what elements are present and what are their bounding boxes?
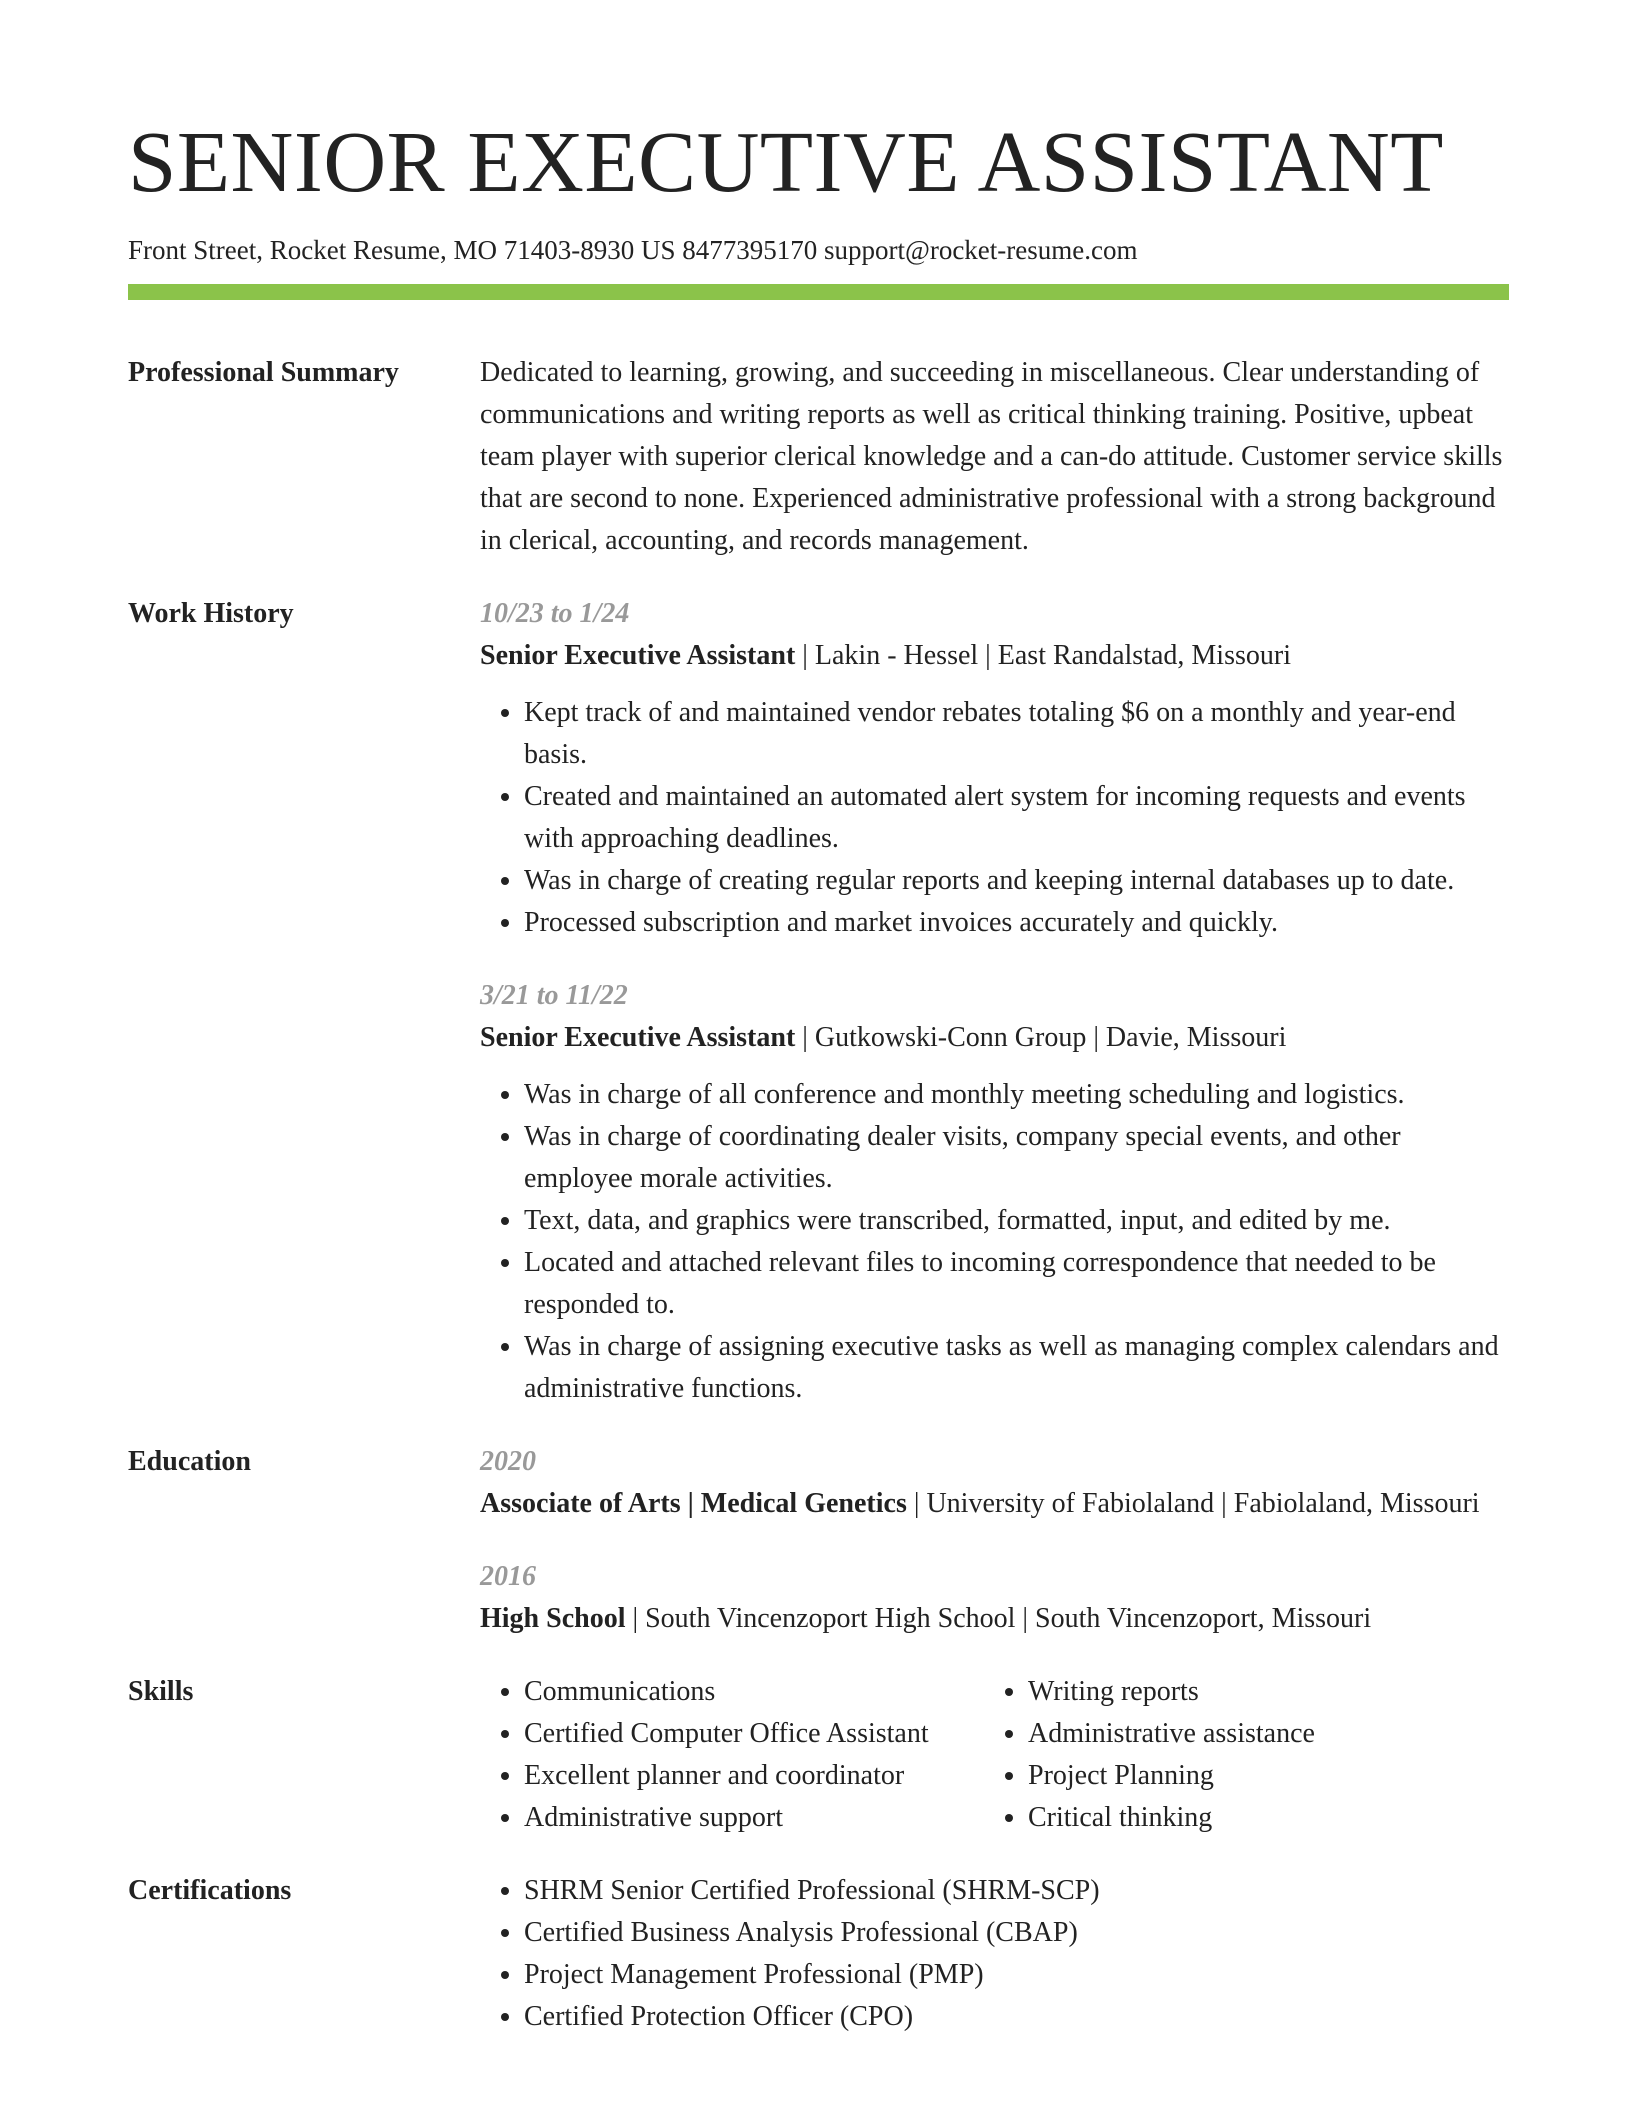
education-entry: [480, 1441, 1509, 1525]
education-body: [480, 1441, 1509, 1640]
job-bullet: • Was in charge of creating regular reports and keeping internal databases up to date.: [524, 860, 1509, 902]
job-heading: [480, 635, 1509, 677]
job-bullets: [480, 692, 1509, 944]
summary-section: [128, 352, 1509, 562]
job-bullet: • Located and attached relevant files to incoming correspondence that needed to be responded to.: [524, 1242, 1509, 1326]
certification-item: • Project Management Professional (PMP): [524, 1954, 1509, 1996]
summary-label: Professional Summary: [128, 357, 399, 389]
job-bullet: • Was in charge of assigning executive tasks as well as managing complex calendars and administrative functions.: [524, 1326, 1509, 1410]
certifications-section: [128, 1870, 1509, 2038]
accent-divider: [128, 284, 1509, 300]
education-year: 2020: [480, 1446, 536, 1478]
certifications-label: Certifications: [128, 1875, 292, 1907]
job-bullet: • Was in charge of coordinating dealer visits, company special events, and other employee morale activities.: [524, 1116, 1509, 1200]
skill-item: • Project Planning: [1028, 1755, 1428, 1797]
skill-item: • Certified Computer Office Assistant: [524, 1713, 984, 1755]
skill-item: • Communications: [524, 1671, 984, 1713]
certification-item: • SHRM Senior Certified Professional (SHRM-SCP): [524, 1870, 1509, 1912]
certification-item: • Certified Business Analysis Professional (CBAP): [524, 1912, 1509, 1954]
skill-item: • Administrative support: [524, 1797, 984, 1839]
skill-item: • Critical thinking: [1028, 1797, 1428, 1839]
skills-body: [480, 1671, 1509, 1839]
job-title: Senior Executive Assistant: [480, 640, 796, 672]
job-bullet: • Was in charge of all conference and monthly meeting scheduling and logistics.: [524, 1074, 1509, 1116]
job-title: Senior Executive Assistant: [480, 1022, 796, 1054]
skills-section: [128, 1671, 1509, 1839]
education-heading: [480, 1598, 1509, 1640]
certification-item: • Certified Protection Officer (CPO): [524, 1996, 1509, 2038]
contact-line: Front Street, Rocket Resume, MO 71403-8930 US 8477395170 support@rocket-resume.com: [128, 235, 1138, 265]
job-details: | Gutkowski-Conn Group | Davie, Missouri: [795, 1022, 1287, 1054]
work-history-label: Work History: [128, 598, 294, 630]
work-history-section: [128, 593, 1509, 1410]
skills-column-2: [984, 1671, 1428, 1839]
job-bullet: • Kept track of and maintained vendor rebates totaling $6 on a monthly and year-end basis.: [524, 692, 1509, 776]
summary-text: Dedicated to learning, growing, and succeeding in miscellaneous. Clear understanding of communications and writing reports as well as critical thinking training. Positive, upbeat team player with superior clerical knowledge and a can-do attitude. Customer service skills that are second to none. Experienced administrative professional with a strong background in clerical, accounting, and records management.: [480, 357, 1503, 557]
skill-item: • Administrative assistance: [1028, 1713, 1428, 1755]
education-heading: [480, 1483, 1509, 1525]
job-bullet: • Processed subscription and market invoices accurately and quickly.: [524, 902, 1509, 944]
job-dates: 3/21 to 11/22: [480, 980, 628, 1012]
certifications-body: [480, 1870, 1509, 2038]
skill-item: • Excellent planner and coordinator: [524, 1755, 984, 1797]
job-entry: [480, 593, 1509, 944]
summary-body: [480, 352, 1509, 562]
job-dates: 10/23 to 1/24: [480, 598, 630, 630]
skills-grid: [480, 1671, 1509, 1839]
skills-label: Skills: [128, 1676, 194, 1708]
skills-column-1: [480, 1671, 984, 1839]
education-degree: Associate of Arts | Medical Genetics: [480, 1488, 907, 1520]
work-history-body: [480, 593, 1509, 1410]
education-label: Education: [128, 1446, 251, 1478]
education-details: | University of Fabiolaland | Fabiolaland, Missouri: [906, 1488, 1480, 1520]
education-degree: High School: [480, 1603, 626, 1635]
education-entry: [480, 1556, 1509, 1640]
job-bullet: • Text, data, and graphics were transcribed, formatted, input, and edited by me.: [524, 1200, 1509, 1242]
certifications-list: [480, 1870, 1509, 2038]
resume-title: SENIOR EXECUTIVE ASSISTANT: [128, 113, 1444, 210]
skill-item: • Writing reports: [1028, 1671, 1428, 1713]
job-heading: [480, 1017, 1509, 1059]
job-entry: [480, 975, 1509, 1410]
job-details: | Lakin - Hessel | East Randalstad, Missouri: [795, 640, 1291, 672]
education-year: 2016: [480, 1561, 536, 1593]
job-bullet: • Created and maintained an automated alert system for incoming requests and events with approaching deadlines.: [524, 776, 1509, 860]
education-details: | South Vincenzoport High School | South Vincenzoport, Missouri: [625, 1603, 1372, 1635]
job-bullets: [480, 1074, 1509, 1410]
education-section: [128, 1441, 1509, 1640]
